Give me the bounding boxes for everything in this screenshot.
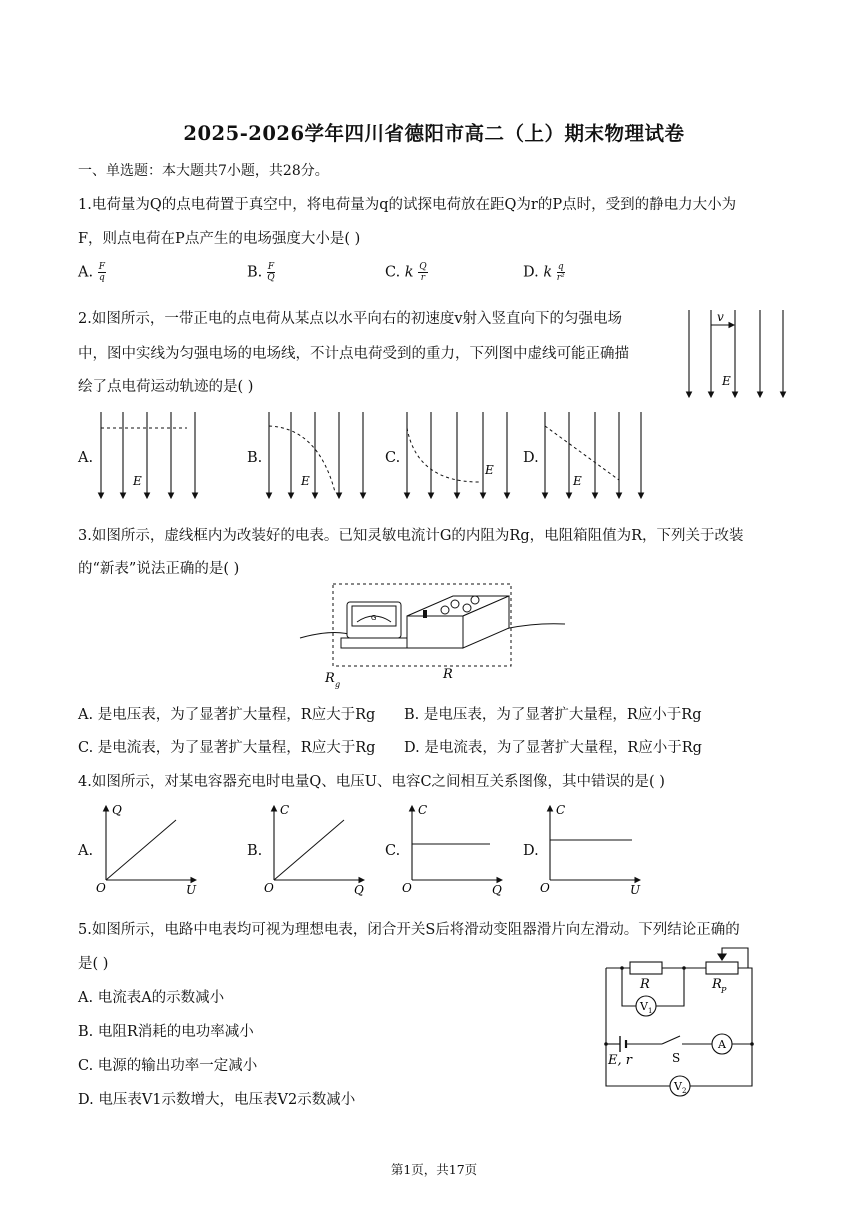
q4-option-c[interactable]: C. xyxy=(385,843,401,859)
q1-option-b[interactable] xyxy=(247,262,275,283)
q2-option-b[interactable]: B. xyxy=(247,450,263,466)
q2-stem-line3: 绘了点电荷运动轨迹的是( ) xyxy=(78,379,254,395)
q5-circuit-figure xyxy=(600,940,780,1095)
fig-r-label: R xyxy=(443,667,453,682)
q3-meter-figure xyxy=(295,580,575,692)
section-heading: 一、单选题：本大题共7小题，共28分。 xyxy=(78,163,329,179)
q1-c-num: Q xyxy=(419,262,427,272)
q4-option-a[interactable]: A. xyxy=(78,843,94,859)
q2-option-a[interactable]: A. xyxy=(78,450,94,466)
q3-option-c[interactable]: C. 是电流表，为了显著扩大量程，R应大于Rg xyxy=(78,740,376,756)
q2-fig-v: v xyxy=(717,310,724,324)
q5-option-c[interactable]: C. 电源的输出功率一定减小 xyxy=(78,1058,258,1074)
q5-fig-s: S xyxy=(672,1051,681,1065)
q4-b-x: Q xyxy=(354,883,364,897)
fig-rg-sub: g xyxy=(335,680,341,689)
q1-option-d-label: D. xyxy=(523,264,539,281)
q2-b-e: E xyxy=(301,474,310,488)
q5-option-b[interactable]: B. 电阻R消耗的电功率减小 xyxy=(78,1024,254,1040)
q1-c-k: k xyxy=(404,264,414,281)
q4-graph-c xyxy=(402,802,512,897)
q5-fig-rp: R xyxy=(712,977,722,992)
q1-option-a-label: A. xyxy=(78,264,94,281)
q2-d-e: E xyxy=(573,474,582,488)
q2-figure-a xyxy=(95,410,205,502)
q5-fig-rp-sub: P xyxy=(721,986,727,995)
q2-option-d[interactable]: D. xyxy=(523,450,539,466)
q4-a-y: Q xyxy=(112,803,122,817)
q2-stem-line2: 中，图中实线为匀强电场的电场线，不计点电荷受到的重力，下列图中虚线可能正确描 xyxy=(78,346,629,362)
q2-figure-d xyxy=(539,410,651,502)
page-title: 2025-2026学年四川省德阳市高二（上）期末物理试卷 xyxy=(183,122,685,145)
q5-fig-v1: V xyxy=(640,1000,648,1013)
q2-stem-line1: 2.如图所示，一带正电的点电荷从某点以水平向右的初速度v射入竖直向下的匀强电场 xyxy=(78,311,623,327)
q1-stem-line2: F，则点电荷在P点产生的电场强度大小是( ) xyxy=(78,231,361,247)
q4-stem: 4.如图所示，对某电容器充电时电量Q、电压U、电容C之间相互关系图像，其中错误的是( ) xyxy=(78,774,665,790)
q5-fig-v1-sub: 1 xyxy=(648,1007,653,1015)
q2-fig-e: E xyxy=(722,374,731,388)
q4-a-o: O xyxy=(96,881,106,895)
q2-option-c[interactable]: C. xyxy=(385,450,401,466)
q4-graph-b xyxy=(264,802,374,897)
q2-field-figure xyxy=(680,305,790,400)
q5-fig-r: R xyxy=(640,977,650,992)
q4-graph-a xyxy=(96,802,206,897)
q5-stem-line1: 5.如图所示，电路中电表均可视为理想电表，闭合开关S后将滑动变阻器滑片向左滑动。下列结论正确的 xyxy=(78,922,740,938)
q4-a-x: U xyxy=(186,883,197,897)
q1-option-d[interactable] xyxy=(523,262,565,283)
page-footer: 第1页，共17页 xyxy=(390,1162,478,1177)
q4-option-d[interactable]: D. xyxy=(523,843,539,859)
q5-option-a[interactable]: A. 电流表A的示数减小 xyxy=(78,990,225,1006)
q3-option-b[interactable]: B. 是电压表，为了显著扩大量程，R应小于Rg xyxy=(404,707,702,723)
q5-option-d[interactable]: D. 电压表V1示数增大，电压表V2示数减小 xyxy=(78,1092,356,1108)
q4-d-x: U xyxy=(630,883,641,897)
q1-b-den: Q xyxy=(267,273,275,283)
q1-d-den: r² xyxy=(556,273,565,283)
q2-a-e: E xyxy=(133,474,142,488)
q4-graph-d xyxy=(540,802,650,897)
q2-c-e: E xyxy=(485,463,494,477)
q1-option-c[interactable] xyxy=(385,262,428,283)
q5-fig-v2-sub: 2 xyxy=(682,1087,687,1095)
q1-option-c-label: C. xyxy=(385,264,401,281)
q5-fig-v2: V xyxy=(674,1080,682,1093)
q3-stem-line2: 的“新表”说法正确的是( ) xyxy=(78,561,240,577)
q1-option-a[interactable] xyxy=(78,262,106,283)
q2-figure-c xyxy=(401,410,513,502)
q3-option-d[interactable]: D. 是电流表，为了显著扩大量程，R应小于Rg xyxy=(404,740,702,756)
q3-option-a[interactable]: A. 是电压表，为了显著扩大量程，R应大于Rg xyxy=(78,707,376,723)
q5-fig-er: E, r xyxy=(608,1053,632,1068)
q4-c-o: O xyxy=(402,881,412,895)
fig-rg-label: R xyxy=(325,671,335,686)
q2-figure-b xyxy=(263,410,373,502)
q1-option-b-label: B. xyxy=(247,264,263,281)
q4-b-o: O xyxy=(264,881,274,895)
q4-option-b[interactable]: B. xyxy=(247,843,263,859)
q1-d-num: q xyxy=(557,262,564,272)
q1-a-den: q xyxy=(98,273,105,283)
q1-d-k: k xyxy=(543,264,553,281)
q1-c-den: r xyxy=(420,273,426,283)
q1-a-num: F xyxy=(98,262,105,272)
q3-stem-line1: 3.如图所示，虚线框内为改装好的电表。已知灵敏电流计G的内阻为Rg，电阻箱阻值为R，下列关于改装 xyxy=(78,528,744,544)
q1-stem-line1: 1.电荷量为Q的点电荷置于真空中，将电荷量为q的试探电荷放在距Q为r的P点时，受到的静电力大小为 xyxy=(78,197,737,213)
q4-d-o: O xyxy=(540,881,550,895)
q4-c-y: C xyxy=(418,803,428,817)
q1-b-num: F xyxy=(267,262,275,272)
q5-stem-line2: 是( ) xyxy=(78,956,109,972)
q5-fig-a: A xyxy=(718,1038,726,1051)
q4-d-y: C xyxy=(556,803,566,817)
q4-c-x: Q xyxy=(492,883,502,897)
q4-b-y: C xyxy=(280,803,290,817)
galvanometer-g: G xyxy=(371,614,377,622)
